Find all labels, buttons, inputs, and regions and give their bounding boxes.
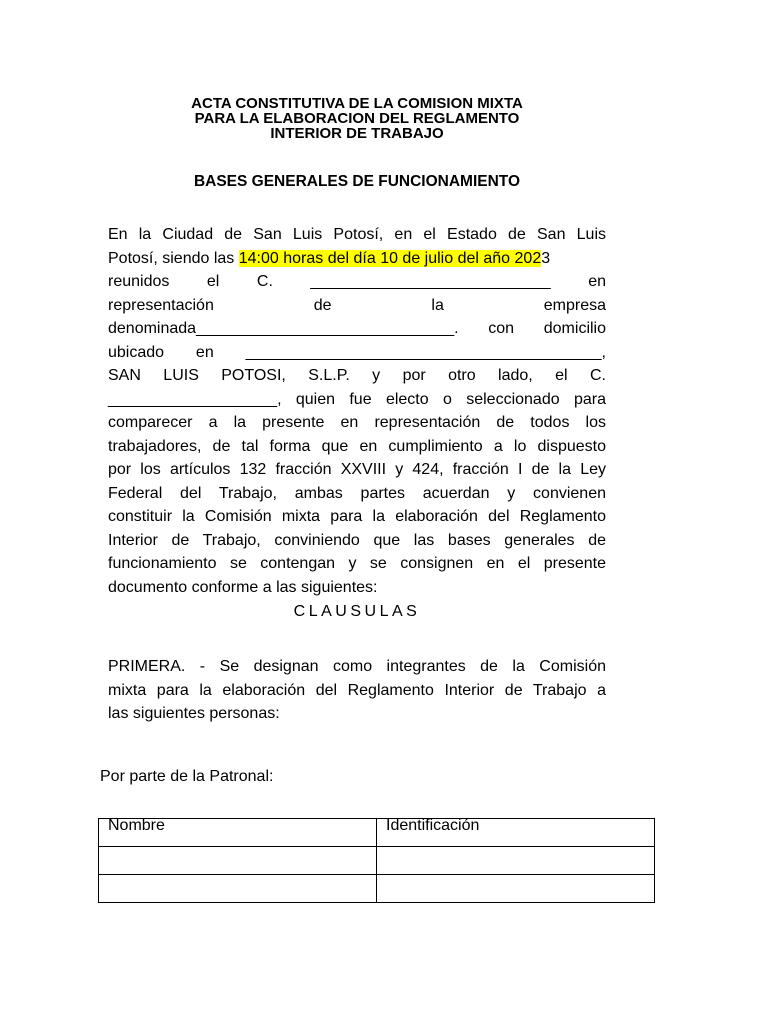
primera-line: las siguientes personas: <box>108 705 280 722</box>
intro-line: comparecer a la presente en representación de todos los <box>108 414 606 431</box>
intro-text: Potosí, siendo las <box>108 249 239 267</box>
table-header-row <box>99 819 655 847</box>
table-cell[interactable] <box>377 875 655 903</box>
primera-line: mixta para la elaboración del Reglamento Interior de Trabajo a <box>108 681 606 699</box>
intro-line: En la Ciudad de San Luis Potosí, en el Estado de San Luis <box>108 226 606 243</box>
intro-line: Interior de Trabajo, conviniendo que las bases generales de <box>108 531 606 549</box>
primera-line: PRIMERA. - Se designan como integrantes de la Comisión <box>108 658 606 675</box>
intro-line: funcionamiento se contengan y se consignen en el presente <box>108 555 606 572</box>
intro-line: ubicado en ________________________________________, <box>108 343 606 361</box>
title-line-1: ACTA CONSTITUTIVA DE LA COMISION MIXTA <box>191 95 523 112</box>
intro-line: documento conforme a las siguientes: <box>108 578 378 596</box>
intro-text: 3 <box>541 249 551 267</box>
column-header-nombre: Nombre <box>99 819 377 847</box>
column-header-identificacion: Identificación <box>377 819 655 847</box>
intro-paragraph <box>108 223 606 599</box>
intro-line: representación de la empresa <box>108 296 606 314</box>
intro-line: trabajadores, de tal forma que en cumplimiento a lo dispuesto <box>108 437 606 455</box>
intro-line: por los artículos 132 fracción XXVIII y 424, fracción I de la Ley <box>108 461 606 478</box>
table-cell[interactable] <box>377 847 655 875</box>
table-row <box>99 875 655 903</box>
highlighted-date: 14:00 horas del día 10 de julio del año 202 <box>238 249 542 267</box>
intro-line: reunidos el C. ___________________________ en <box>108 273 606 290</box>
document-subtitle: BASES GENERALES DE FUNCIONAMIENTO <box>193 173 521 190</box>
intro-line: Federal del Trabajo, ambas partes acuerdan y convienen <box>108 484 606 502</box>
table-cell[interactable] <box>99 847 377 875</box>
table-cell[interactable] <box>99 875 377 903</box>
patronal-label: Por parte de la Patronal: <box>100 768 274 785</box>
clausulas-heading: CLAUSULAS <box>293 603 421 620</box>
intro-line: constituir la Comisión mixta para la elaboración del Reglamento <box>108 508 606 525</box>
title-line-2: PARA LA ELABORACION DEL REGLAMENTO <box>194 110 520 127</box>
primera-paragraph <box>108 655 606 726</box>
intro-line: denominada_____________________________. con domicilio <box>108 320 606 337</box>
intro-line: ___________________, quien fue electo o seleccionado para <box>108 390 606 408</box>
intro-line <box>108 247 606 271</box>
title-line-3: INTERIOR DE TRABAJO <box>270 125 444 142</box>
intro-line: SAN LUIS POTOSI, S.L.P. y por otro lado, el C. <box>108 367 606 384</box>
document-title <box>107 96 607 141</box>
table-row <box>99 847 655 875</box>
signatories-table <box>98 818 655 903</box>
